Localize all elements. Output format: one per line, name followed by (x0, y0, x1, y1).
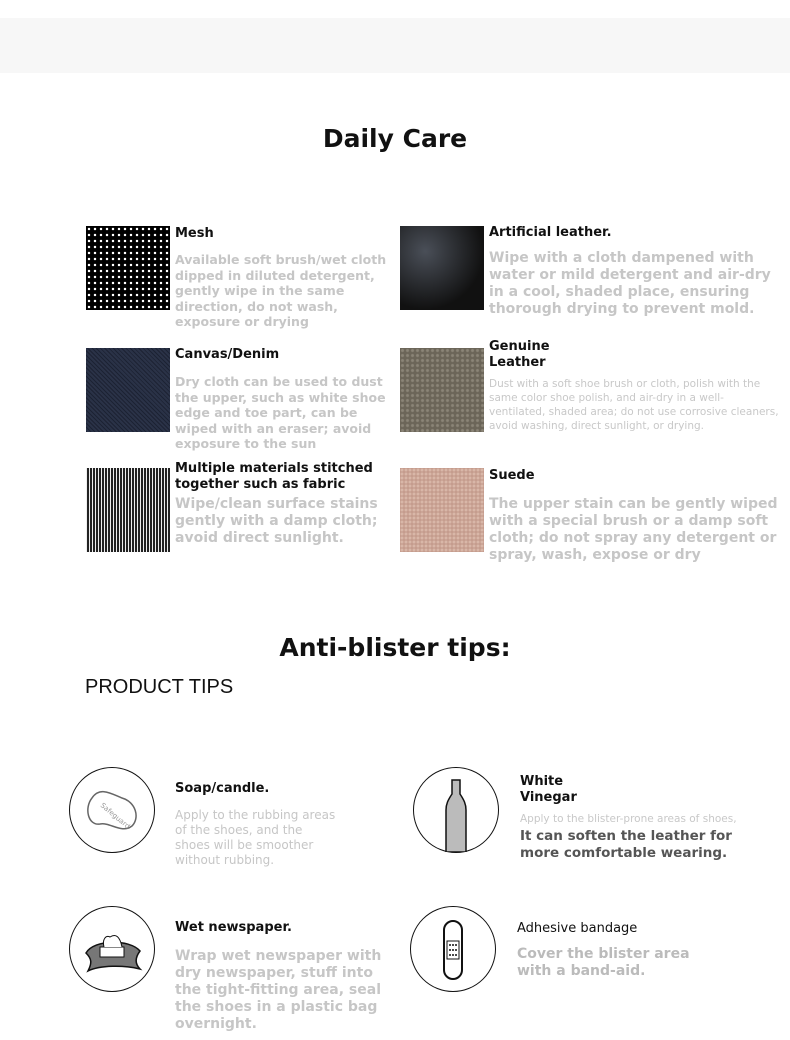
fabric-desc: Wipe/clean surface stains gently with a damp cloth; avoid direct sunlight. (175, 496, 378, 546)
artificial-leather-title: Artificial leather. (489, 225, 612, 240)
denim-desc: Dry cloth can be used to dust the upper, such as white shoe edge and toe part, can be wiped with an eraser; avoid exposure to the sun (175, 374, 386, 451)
vinegar-desc-2: It can soften the leather for more comfortable wearing. (520, 828, 732, 861)
suede-desc: The upper stain can be gently wiped with a special brush or a damp soft cloth; do not spray any detergent or spray, wash, expose or dry (489, 496, 778, 563)
vinegar-desc: Apply to the blister-prone areas of shoes, (520, 813, 737, 825)
daily-care-title: Daily Care (322, 124, 468, 153)
newspaper-title: Wet newspaper. (175, 920, 292, 935)
mesh-title: Mesh (175, 226, 214, 241)
suede-title: Suede (489, 468, 535, 483)
genuine-leather-swatch (400, 348, 484, 432)
bandage-desc: Cover the blister area with a band-aid. (517, 946, 690, 979)
soap-icon (69, 767, 155, 853)
artificial-leather-swatch (400, 226, 484, 310)
artificial-leather-desc: Wipe with a cloth dampened with water or mild detergent and air-dry in a cool, shaded place, ensuring thorough drying to prevent mold. (489, 250, 771, 317)
denim-title: Canvas/Denim (175, 347, 280, 362)
suede-swatch (400, 468, 484, 552)
newspaper-desc: Wrap wet newspaper with dry newspaper, stuff into the tight-fitting area, seal the shoes in a plastic bag overnight. (175, 948, 382, 1032)
soap-desc: Apply to the rubbing areas of the shoes, and the shoes will be smoother without rubbing. (175, 808, 336, 867)
genuine-leather-title: Genuine Leather (489, 339, 550, 370)
fabric-swatch (86, 468, 170, 552)
soap-title: Soap/candle. (175, 781, 270, 796)
soap-logo: Safeguard (98, 801, 132, 831)
wipes-icon (69, 906, 155, 992)
bandage-title: Adhesive bandage (517, 921, 638, 936)
bottle-icon (413, 767, 499, 853)
anti-blister-title: Anti-blister tips: (279, 633, 511, 662)
bandage-icon (410, 906, 496, 992)
vinegar-title: White Vinegar (520, 774, 577, 805)
top-band (0, 18, 790, 73)
denim-swatch (86, 348, 170, 432)
mesh-desc: Available soft brush/wet cloth dipped in diluted detergent, gently wipe in the same direction, do not wash, exposure or drying (175, 252, 387, 329)
mesh-swatch (86, 226, 170, 310)
fabric-title: Multiple materials stitched together such as fabric (175, 461, 373, 492)
genuine-leather-desc: Dust with a soft shoe brush or cloth, polish with the same color shoe polish, and air-dry in a well-ventilated, shaded area; do not use corrosive cleaners, avoid washing, direct sunlight, or drying. (489, 378, 779, 432)
product-tips-subtitle: PRODUCT TIPS (85, 676, 234, 698)
